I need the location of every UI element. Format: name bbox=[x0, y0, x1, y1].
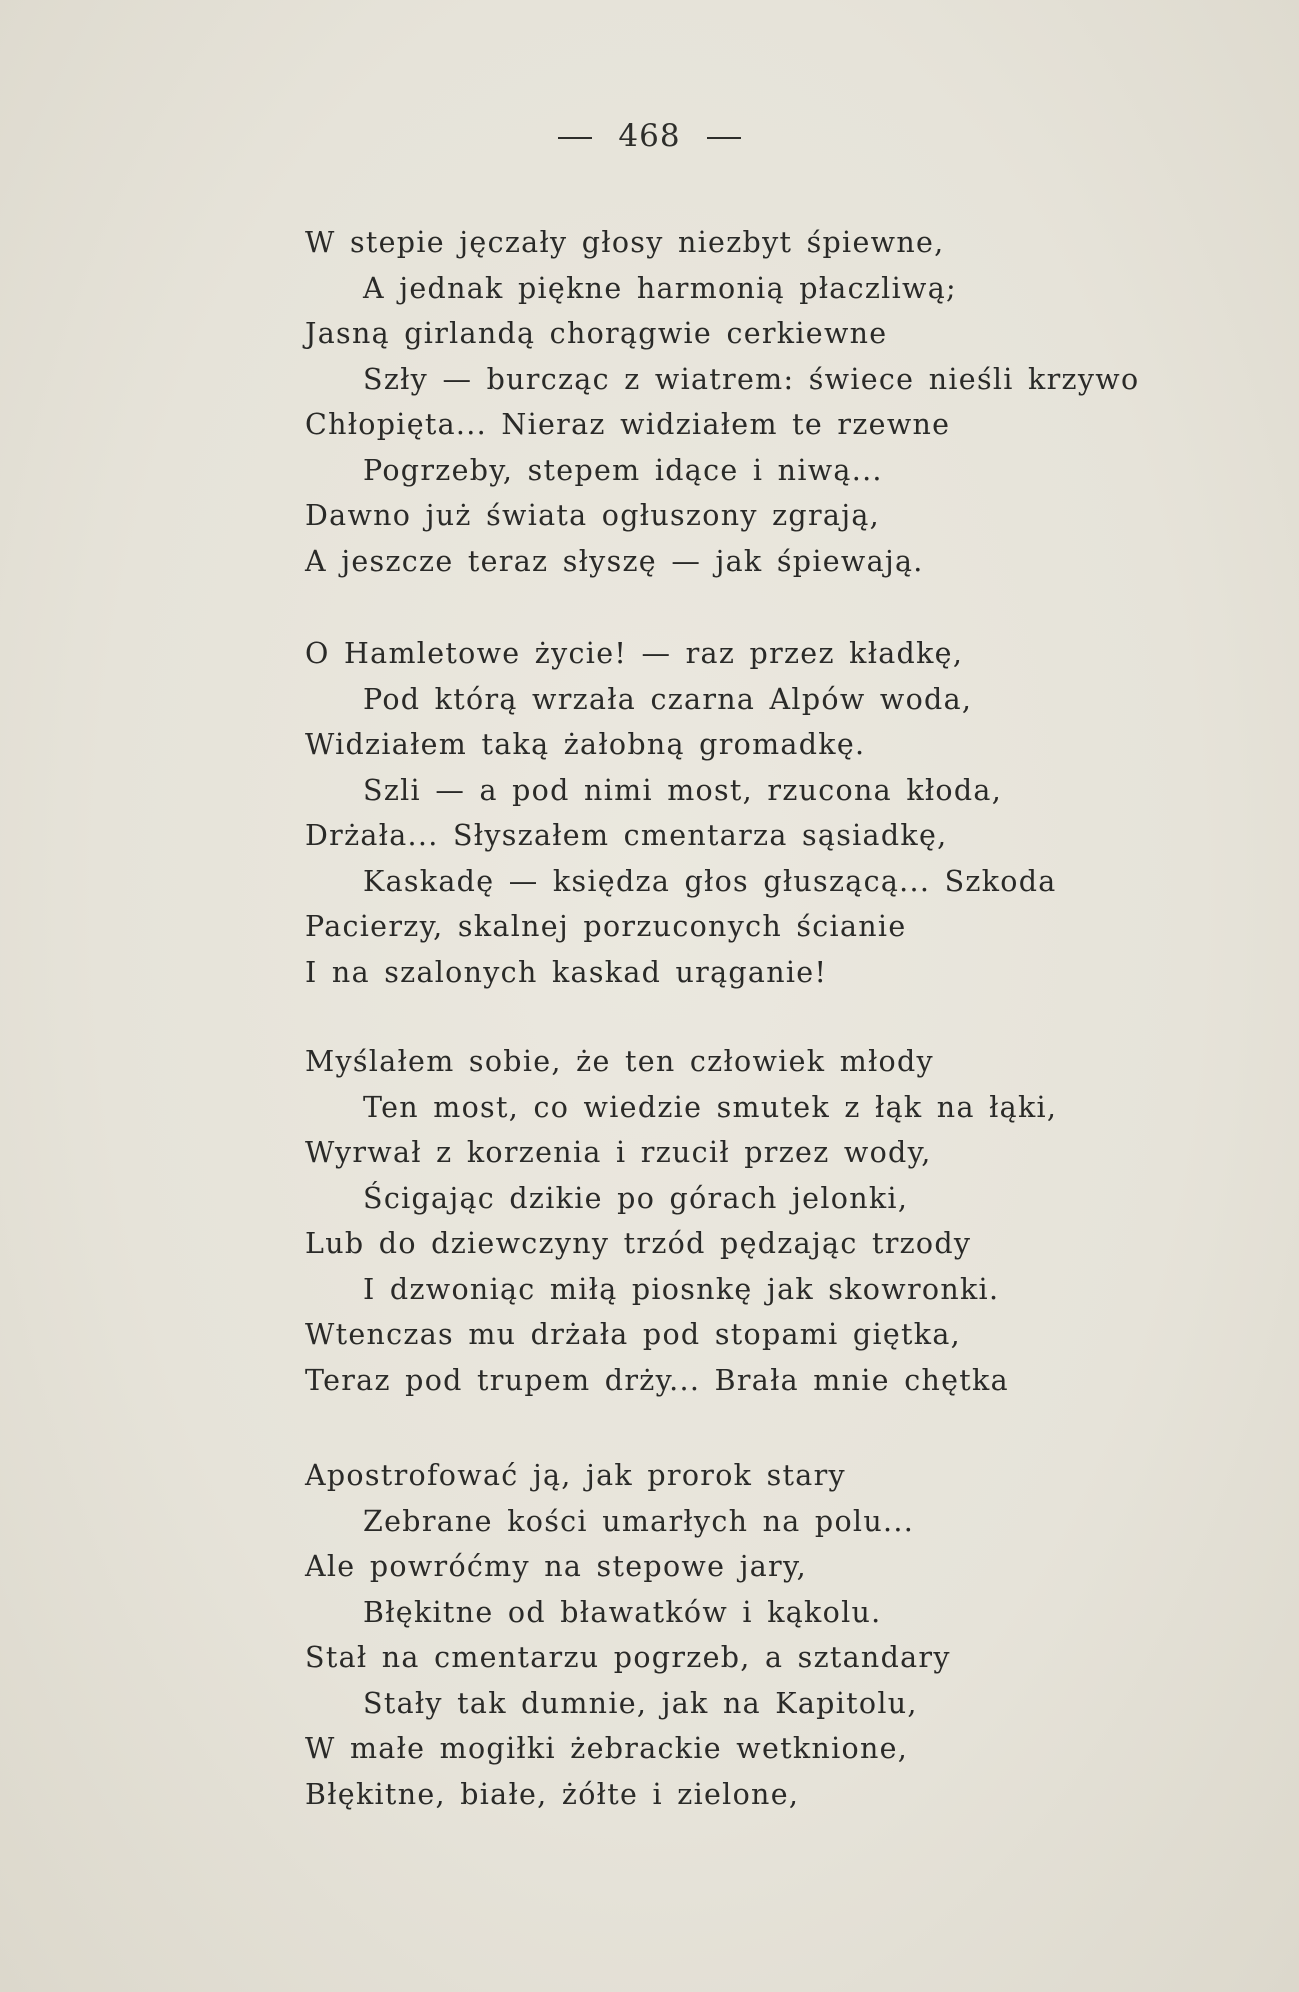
verse-line: Wtenczas mu drżała pod stopami giętka, bbox=[305, 1318, 962, 1351]
stanza-2 bbox=[305, 631, 1205, 995]
verse-line: I dzwoniąc miłą piosnkę jak skowronki. bbox=[363, 1272, 1000, 1306]
verse-line: Dawno już świata ogłuszony zgrają, bbox=[305, 499, 880, 532]
verse-line: Stały tak dumnie, jak na Kapitolu, bbox=[363, 1686, 918, 1720]
verse-line: Pogrzeby, stepem idące i niwą... bbox=[363, 453, 883, 487]
verse-line: Stał na cmentarzu pogrzeb, a sztandary bbox=[305, 1641, 951, 1674]
verse-line: Ścigając dzikie po górach jelonki, bbox=[363, 1181, 909, 1215]
verse-line: W stepie jęczały głosy niezbyt śpiewne, bbox=[305, 226, 945, 259]
verse-line: Ten most, co wiedzie smutek z łąk na łąki, bbox=[363, 1090, 1058, 1124]
verse-line: Szły — burcząc z wiatrem: świece nieśli krzywo bbox=[363, 362, 1140, 396]
verse-line: Szli — a pod nimi most, rzucona kłoda, bbox=[363, 773, 1003, 807]
verse-line: Pod którą wrzała czarna Alpów woda, bbox=[363, 682, 973, 716]
left-dash bbox=[558, 137, 592, 139]
verse-line: Drżała... Słyszałem cmentarza sąsiadkę, bbox=[305, 819, 948, 852]
verse-line: Błękitne, białe, żółte i zielone, bbox=[305, 1777, 800, 1811]
verse-line: W małe mogiłki żebrackie wetknione, bbox=[305, 1732, 909, 1765]
stanza-3 bbox=[305, 1039, 1205, 1403]
verse-line: A jednak piękne harmonią płaczliwą; bbox=[363, 271, 957, 305]
verse-line: Zebrane kości umarłych na polu... bbox=[363, 1504, 915, 1538]
verse-line: Lub do dziewczyny trzód pędzając trzody bbox=[305, 1227, 972, 1260]
stanza-4 bbox=[305, 1453, 1205, 1817]
page-number: 468 bbox=[618, 118, 681, 154]
verse-line: I na szalonych kaskad urąganie! bbox=[305, 955, 828, 989]
verse-line: Kaskadę — księdza głos głuszącą... Szkoda bbox=[363, 864, 1057, 898]
page-number-header bbox=[0, 118, 1299, 154]
verse-line: O Hamletowe życie! — raz przez kładkę, bbox=[305, 637, 964, 670]
verse-line: Apostrofować ją, jak prorok stary bbox=[305, 1459, 846, 1492]
verse-line: Teraz pod trupem drży... Brała mnie chętka bbox=[305, 1363, 1009, 1397]
verse-line: Wyrwał z korzenia i rzucił przez wody, bbox=[305, 1136, 932, 1169]
stanza-1 bbox=[305, 220, 1205, 584]
verse-line: Ale powróćmy na stepowe jary, bbox=[305, 1550, 807, 1583]
verse-line: Widziałem taką żałobną gromadkę. bbox=[305, 728, 866, 761]
right-dash bbox=[707, 137, 741, 139]
verse-line: Jasną girlandą chorągwie cerkiewne bbox=[305, 317, 888, 350]
verse-line: A jeszcze teraz słyszę — jak śpiewają. bbox=[305, 544, 924, 578]
verse-line: Błękitne od bławatków i kąkolu. bbox=[363, 1595, 882, 1629]
verse-line: Myślałem sobie, że ten człowiek młody bbox=[305, 1045, 934, 1078]
verse-line: Chłopięta... Nieraz widziałem te rzewne bbox=[305, 408, 951, 441]
verse-line: Pacierzy, skalnej porzuconych ścianie bbox=[305, 910, 907, 943]
